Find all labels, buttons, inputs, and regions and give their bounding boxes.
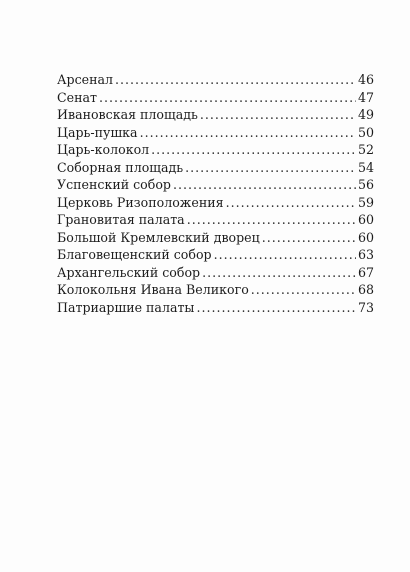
toc-entry-title: Патриаршие палаты: [57, 299, 195, 315]
toc-entry-page: 54: [357, 159, 374, 175]
dot-leader: [187, 212, 356, 227]
toc-entry-page: 49: [357, 107, 374, 122]
toc-entry: [57, 160, 374, 178]
toc-entry-page: 47: [357, 89, 374, 105]
dot-leader: [262, 230, 356, 245]
toc-entry: [57, 282, 374, 300]
toc-entry-page: 50: [357, 124, 374, 140]
toc-entry-page: 67: [357, 264, 374, 280]
toc-entry-title: Сенат: [57, 89, 97, 105]
toc-entry-title: Успенский собор: [57, 177, 171, 192]
toc-entry-title: Архангельский собор: [57, 264, 201, 280]
toc-entry-title: Колокольня Ивана Великого: [57, 282, 249, 297]
dot-leader: [115, 72, 356, 87]
toc-entry: [57, 142, 374, 160]
dot-leader: [140, 125, 356, 140]
dot-leader: [196, 300, 356, 315]
toc-entry: [57, 212, 374, 230]
toc-entry-page: 68: [357, 282, 374, 297]
toc-entry-title: Благовещенский собор: [57, 247, 212, 262]
dot-leader: [185, 160, 356, 175]
dot-leader: [226, 195, 356, 210]
toc-entry-page: 52: [357, 142, 374, 157]
dot-leader: [214, 247, 356, 262]
toc-entry-title: Грановитая палата: [57, 212, 185, 227]
dot-leader: [251, 282, 356, 297]
toc-entry: [57, 300, 374, 318]
toc-entry-title: Соборная площадь: [57, 159, 184, 175]
toc-entry-title: Большой Кремлевский дворец: [57, 229, 260, 245]
toc-entry-page: 60: [357, 229, 374, 245]
toc-entry-page: 59: [357, 194, 374, 210]
toc-entry: [57, 230, 374, 248]
toc-entry-page: 56: [357, 177, 374, 192]
toc-entry: [57, 265, 374, 283]
dot-leader: [202, 265, 356, 280]
toc-entry: [57, 125, 374, 143]
toc-entry: [57, 90, 374, 108]
toc-entry: [57, 72, 374, 90]
toc-entry-title: Царь-колокол: [57, 142, 150, 157]
toc-entry: [57, 177, 374, 195]
toc-entry: [57, 247, 374, 265]
dot-leader: [151, 142, 356, 157]
toc-entry-title: Арсенал: [57, 72, 114, 87]
toc-entry: [57, 107, 374, 125]
toc-entry-title: Ивановская площадь: [57, 107, 198, 122]
toc-entry-page: 63: [357, 247, 374, 262]
table-of-contents: [57, 72, 374, 317]
dot-leader: [99, 90, 356, 105]
dot-leader: [200, 107, 356, 122]
toc-entry: [57, 195, 374, 213]
toc-entry-page: 73: [357, 299, 374, 315]
toc-entry-page: 46: [357, 72, 374, 87]
dot-leader: [173, 177, 356, 192]
toc-entry-page: 60: [357, 212, 374, 227]
toc-entry-title: Царь-пушка: [57, 124, 138, 140]
toc-entry-title: Церковь Ризоположения: [57, 194, 224, 210]
